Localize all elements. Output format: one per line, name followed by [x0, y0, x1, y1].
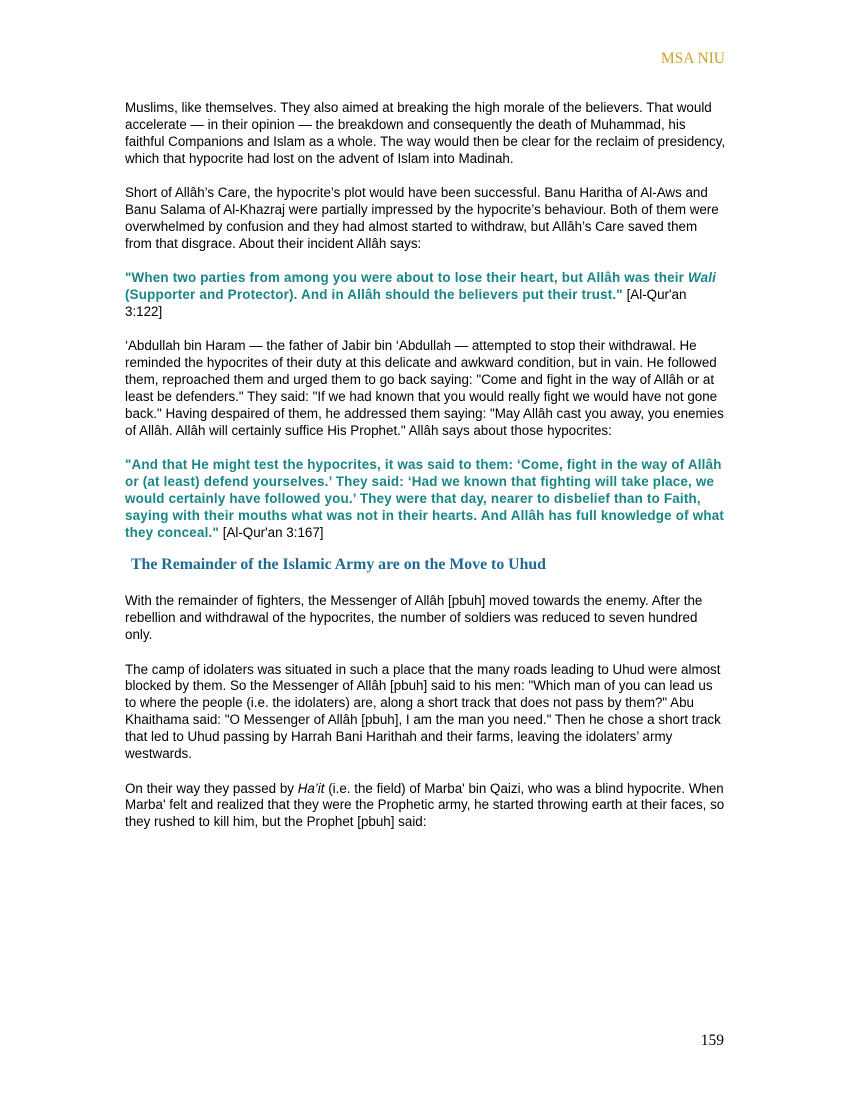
- running-header: MSA NIU: [660, 50, 725, 67]
- quote-text: "And that He might test the hypocrites, it was said to them: ‘Come, fight in the way of Allâh or (at least) defend yourselves.’ They said: ‘Had we known that fighting will take place, we would certainly have followed you.’ They were that day, nearer to disbelief than to Faith, saying with their mouths what was not in their hearts. And Allâh has full knowledge of what they conceal.": [125, 457, 725, 541]
- paragraph: [125, 781, 727, 832]
- paragraph: ‘Abdullah bin Haram — the father of Jabir bin ‘Abdullah — attempted to stop their withdrawal. He reminded the hypocrites of their duty at this delicate and awkward condition, but in vain. He followed them, reproached them and urged them to go back saying: "Come and fight in the way of Allâh or at least be defenders." They said: "If we had known that you would really fight we would have not gone back." Having despaired of them, he addressed them saying: "May Allâh cast you away, you enemies of Allâh. Allâh will certainly suffice His Prophet." Allâh says about those hypocrites:: [125, 338, 724, 438]
- section-heading: The Remainder of the Islamic Army are on the Move to Uhud: [131, 556, 546, 574]
- italic-term: Ha’it: [297, 780, 325, 796]
- paragraph: With the remainder of fighters, the Messenger of Allâh [pbuh] moved towards the enemy. After the rebellion and withdrawal of the hypocrites, the number of soldiers was reduced to seven hundred only.: [125, 593, 703, 643]
- paragraph: Short of Allâh’s Care, the hypocrite’s plot would have been successful. Banu Haritha of Al-Aws and Banu Salama of Al-Khazraj were partially impressed by the hypocrite’s behaviour. Both of them were overwhelmed by confusion and they had almost started to withdraw, but Allâh’s Care saved them from that disgrace. About their incident Allâh says:: [125, 185, 719, 251]
- quran-quote: [125, 457, 727, 542]
- page-body: [125, 100, 727, 849]
- paragraph-text: (i.e. the field) of Marba' bin Qaizi, who was a blind hypocrite. When Marba' felt and realized that they were the Prophetic army, he started throwing earth at their faces, so they rushed to kill him, but the Prophet [pbuh] said:: [125, 780, 725, 830]
- quote-reference: [Al-Qur'an 3:122]: [125, 287, 687, 320]
- quote-text: "When two parties from among you were about to lose their heart, but Allâh was their: [125, 270, 689, 286]
- paragraph: The camp of idolaters was situated in such a place that the many roads leading to Uhud were almost blocked by them. So the Messenger of Allâh [pbuh] said to his men: "Which man of you can lead us to where the people (i.e. the idolaters) are, along a short track that does not pass by them?" Abu Khaithama said: "O Messenger of Allâh [pbuh], I am the man you need." Then he chose a short track that led to Uhud passing by Harrah Bani Harithah and their farms, leaving the idolaters’ army westwards.: [125, 661, 721, 762]
- quote-reference: [Al-Qur'an 3:167]: [219, 525, 324, 541]
- quote-text: (Supporter and Protector). And in Allâh should the believers put their trust.": [125, 287, 623, 303]
- paragraph-text: On their way they passed by: [125, 780, 298, 796]
- page-number: 159: [700, 1032, 724, 1049]
- paragraph: Muslims, like themselves. They also aimed at breaking the high morale of the believers. That would accelerate — in their opinion — the breakdown and consequently the death of Muhammad, his faithful Companions and Islam as a whole. The way would then be clear for the reclaim of presidency, which that hypocrite had lost on the advent of Islam into Madinah.: [125, 100, 726, 166]
- quote-italic-term: Wali: [688, 270, 717, 286]
- quran-quote: [125, 270, 727, 321]
